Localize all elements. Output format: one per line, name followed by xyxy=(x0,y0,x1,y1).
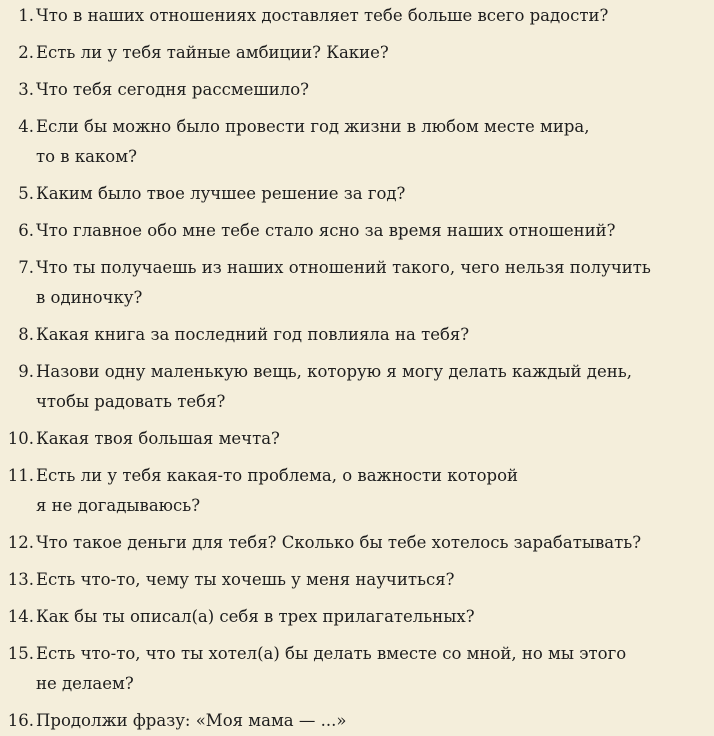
question-text-line: чтобы радовать тебя? xyxy=(36,392,226,411)
question-text-line: я не догадываюсь? xyxy=(36,496,201,515)
question-text-line: Что тебя сегодня рассмешило? xyxy=(36,80,310,99)
question-text-line: то в каком? xyxy=(36,147,137,166)
question-text xyxy=(36,528,642,558)
question-text-line: Что главное обо мне тебе стало ясно за время наших отношений? xyxy=(36,221,616,240)
list-item xyxy=(0,639,714,699)
question-list xyxy=(0,1,714,736)
question-text-line: Есть что-то, что ты хотел(а) бы делать вместе со мной, но мы этого xyxy=(36,644,627,663)
question-text xyxy=(36,179,626,209)
question-text xyxy=(36,216,626,246)
question-text-line: Если бы можно было провести год жизни в любом месте мира, xyxy=(36,117,590,136)
question-text-line: Каким было твое лучшее решение за год? xyxy=(36,184,406,203)
question-number: 16. xyxy=(7,711,34,730)
list-item xyxy=(0,528,714,558)
question-number: 10. xyxy=(7,429,34,448)
question-text-line: Есть ли у тебя тайные амбиции? Какие? xyxy=(36,43,389,62)
question-text-line: Что ты получаешь из наших отношений такого, чего нельзя получить xyxy=(36,258,651,277)
question-text-line: не делаем? xyxy=(36,674,134,693)
question-text-line: Какая книга за последний год повлияла на тебя? xyxy=(36,325,470,344)
list-item xyxy=(0,461,714,521)
question-number: 7. xyxy=(18,258,34,277)
question-number: 6. xyxy=(18,221,34,240)
question-text xyxy=(36,357,632,417)
question-text xyxy=(36,424,626,454)
list-item xyxy=(0,565,714,595)
list-item xyxy=(0,357,714,417)
question-text xyxy=(36,112,626,172)
question-text-line: в одиночку? xyxy=(36,288,143,307)
question-text-line: Что такое деньги для тебя? Сколько бы тебе хотелось зарабатывать? xyxy=(36,533,642,552)
question-text-line: Продолжи фразу: «Моя мама — ...» xyxy=(36,711,347,730)
question-text-line: Есть что-то, чему ты хочешь у меня научиться? xyxy=(36,570,455,589)
question-text xyxy=(36,461,626,521)
question-number: 4. xyxy=(18,117,34,136)
question-number: 12. xyxy=(7,533,34,552)
question-text xyxy=(36,565,626,595)
list-item xyxy=(0,253,714,313)
question-text xyxy=(36,706,626,736)
list-item xyxy=(0,75,714,105)
question-text-line: Как бы ты описал(а) себя в трех прилагательных? xyxy=(36,607,475,626)
list-item xyxy=(0,112,714,172)
list-item xyxy=(0,424,714,454)
question-number: 3. xyxy=(18,80,34,99)
list-item xyxy=(0,602,714,632)
question-number: 11. xyxy=(7,466,34,485)
question-text-line: Какая твоя большая мечта? xyxy=(36,429,280,448)
question-number: 14. xyxy=(7,607,34,626)
question-text xyxy=(36,75,626,105)
question-text xyxy=(36,253,651,313)
question-text xyxy=(36,1,626,31)
list-item xyxy=(0,320,714,350)
question-text xyxy=(36,639,626,699)
question-number: 2. xyxy=(18,43,34,62)
question-text-line: Есть ли у тебя какая-то проблема, о важности которой xyxy=(36,466,519,485)
list-item xyxy=(0,1,714,31)
list-item xyxy=(0,216,714,246)
question-text xyxy=(36,38,626,68)
question-number: 13. xyxy=(7,570,34,589)
question-number: 5. xyxy=(18,184,34,203)
question-text-line: Что в наших отношениях доставляет тебе больше всего радости? xyxy=(36,6,609,25)
question-text xyxy=(36,602,626,632)
list-item xyxy=(0,179,714,209)
question-number: 15. xyxy=(7,644,34,663)
list-item xyxy=(0,706,714,736)
list-item xyxy=(0,38,714,68)
question-number: 9. xyxy=(18,362,34,381)
question-text xyxy=(36,320,626,350)
question-number: 8. xyxy=(18,325,34,344)
question-text-line: Назови одну маленькую вещь, которую я могу делать каждый день, xyxy=(36,362,632,381)
question-number: 1. xyxy=(18,6,34,25)
